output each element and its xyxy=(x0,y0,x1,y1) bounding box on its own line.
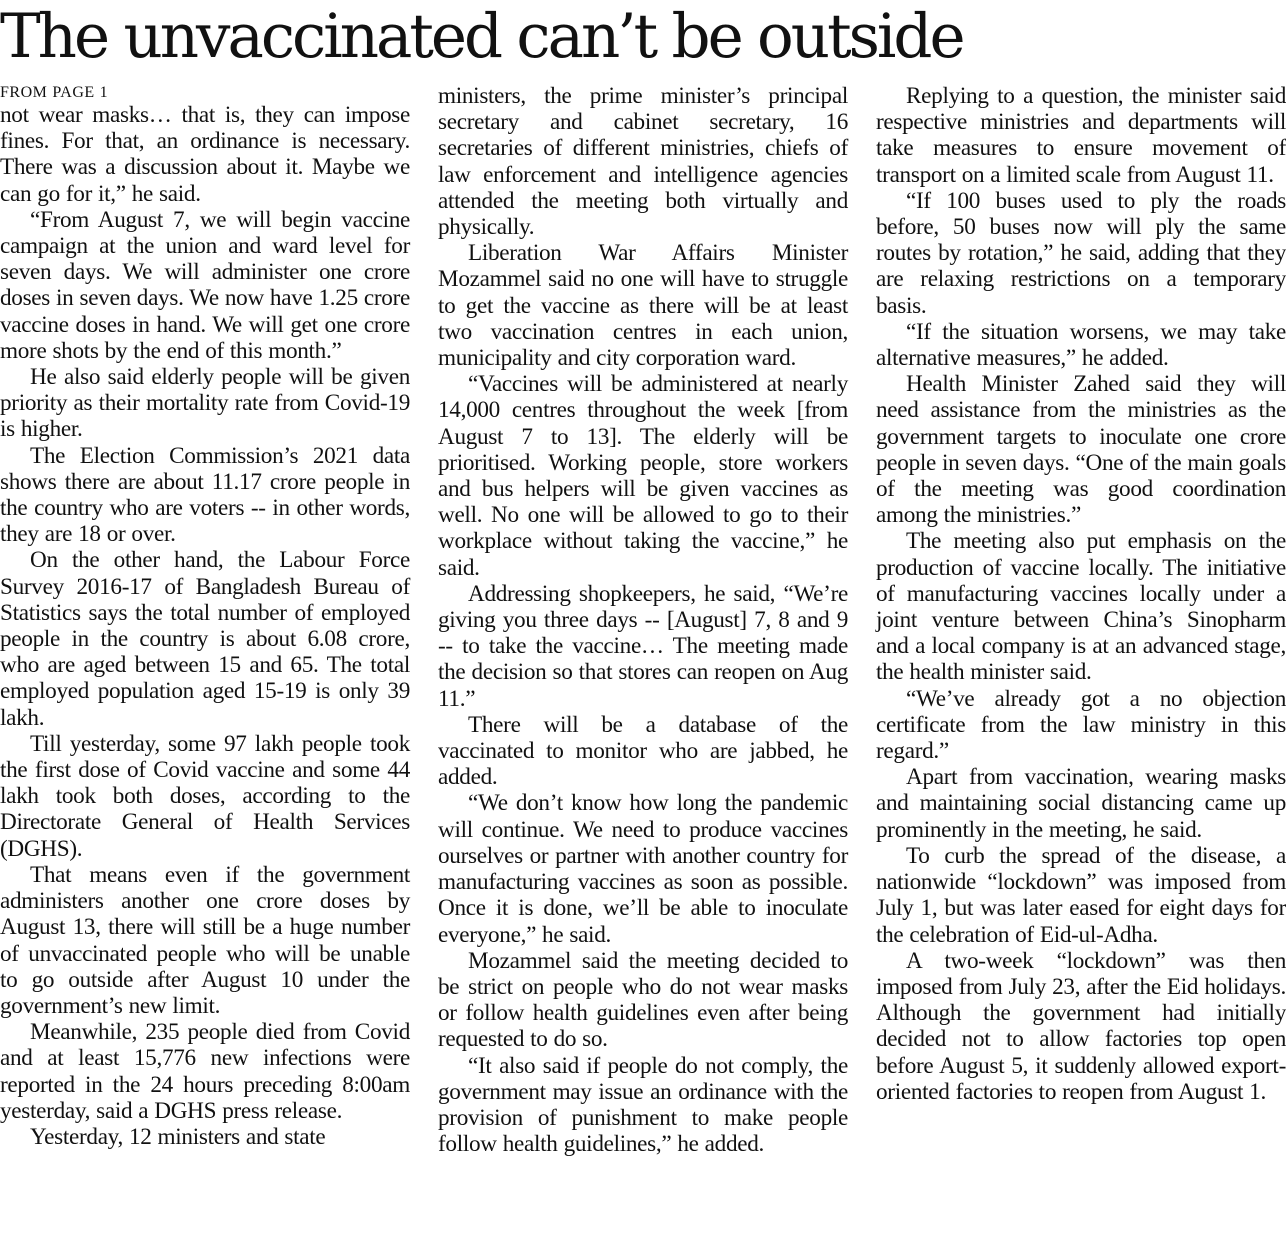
paragraph: “We don’t know how long the pandemic will continue. We need to produce vaccines ourselves or partner with another country for manufacturing vaccines as soon as possible. Once it is done, we’ll be able to inoculate everyone,” he said. xyxy=(438,790,848,948)
paragraph: “If the situation worsens, we may take alternative measures,” he added. xyxy=(876,318,1286,372)
paragraph: There will be a database of the vaccinated to monitor who are jabbed, he added. xyxy=(438,711,848,791)
paragraph: “If 100 buses used to ply the roads before, 50 buses now will ply the same routes by rotation,” he said, adding that they are relaxing restrictions on a temporary basis. xyxy=(876,187,1286,319)
paragraph: On the other hand, the Labour Force Survey 2016-17 of Bangladesh Bureau of Statistics says the total number of employed people in the country is about 6.08 crore, who are aged between 15 and 65. The total employed population aged 15-19 is only 39 lakh. xyxy=(0,547,410,731)
paragraph: Meanwhile, 235 people died from Covid and at least 15,776 new infections were reported in the 24 hours preceding 8:00am yesterday, said a DGHS press release. xyxy=(0,1019,410,1124)
paragraph: A two-week “lockdown” was then imposed from July 23, after the Eid holidays. Although the government had initially decided not to allow factories top open before August 5, it suddenly allowed export-oriented factories to reopen from August 1. xyxy=(876,947,1286,1105)
paragraph: The meeting also put emphasis on the production of vaccine locally. The initiative of manufacturing vaccines locally under a joint venture between China’s Sinopharm and a local company is at an advanced stage, the health minister said. xyxy=(876,528,1286,686)
paragraph: “Vaccines will be administered at nearly 14,000 centres throughout the week [from August 7 to 13]. The elderly will be prioritised. Working people, store workers and bus helpers will be given vaccines as well. No one will be allowed to go to their workplace without taking the vaccine,” he said. xyxy=(438,371,848,581)
paragraph: “We’ve already got a no objection certificate from the law ministry in this regard.” xyxy=(876,685,1286,765)
paragraph: ministers, the prime minister’s principal secretary and cabinet secretary, 16 secretaries of different ministries, chiefs of law enforcement and intelligence agencies attended the meeting both virtually and physically. xyxy=(438,83,848,241)
paragraph: Apart from vaccination, wearing masks and maintaining social distancing came up prominently in the meeting, he said. xyxy=(876,764,1286,843)
paragraph: “From August 7, we will begin vaccine campaign at the union and ward level for seven days. We will administer one crore doses in seven days. We now have 1.25 crore vaccine doses in hand. We will get one crore more shots by the end of this month.” xyxy=(0,206,410,364)
paragraph: To curb the spread of the disease, a nationwide “lockdown” was imposed from July 1, but was later eased for eight days for the celebration of Eid-ul-Adha. xyxy=(876,842,1286,948)
article-column-2 xyxy=(438,83,848,1248)
paragraph: Addressing shopkeepers, he said, “We’re giving you three days -- [August] 7, 8 and 9 -- to take the vaccine… The meeting made the decision so that stores can reopen on Aug 11.” xyxy=(438,580,848,712)
paragraph: not wear masks… that is, they can impose fines. For that, an ordinance is necessary. There was a discussion about it. Maybe we can go for it,” he said. xyxy=(0,102,410,207)
paragraph: That means even if the government administers another one crore doses by August 13, there will still be a huge number of unvaccinated people who will be unable to go outside after August 10 under the government’s new limit. xyxy=(0,861,410,1019)
paragraph: He also said elderly people will be given priority as their mortality rate from Covid-19 is higher. xyxy=(0,364,410,443)
headline: The unvaccinated can’t be outside xyxy=(0,1,963,72)
paragraph: “It also said if people do not comply, the government may issue an ordinance with the provision of punishment to make people follow health guidelines,” he added. xyxy=(438,1052,848,1158)
article-column-1 xyxy=(0,83,410,1248)
paragraph: Yesterday, 12 ministers and state xyxy=(30,1123,326,1150)
paragraph: Mozammel said the meeting decided to be strict on people who do not wear masks or follow health guidelines even after being requested to do so. xyxy=(438,947,848,1053)
paragraph: Health Minister Zahed said they will need assistance from the ministries as the government targets to inoculate one crore people in seven days. “One of the main goals of the meeting was good coordination among the ministries.” xyxy=(876,371,1286,529)
paragraph: Liberation War Affairs Minister Mozammel said no one will have to struggle to get the vaccine as there will be at least two vaccination centres in each union, municipality and city corporation ward. xyxy=(438,240,848,372)
paragraph: The Election Commission’s 2021 data shows there are about 11.17 crore people in the country who are voters -- in other words, they are 18 or over. xyxy=(0,442,410,548)
paragraph: Till yesterday, some 97 lakh people took the first dose of Covid vaccine and some 44 lakh took both doses, according to the Directorate General of Health Services (DGHS). xyxy=(0,730,410,862)
article-column-3 xyxy=(876,83,1286,1248)
paragraph: Replying to a question, the minister said respective ministries and departments will take measures to ensure movement of transport on a limited scale from August 11. xyxy=(876,83,1286,188)
dateline: FROM PAGE 1 xyxy=(0,84,109,101)
